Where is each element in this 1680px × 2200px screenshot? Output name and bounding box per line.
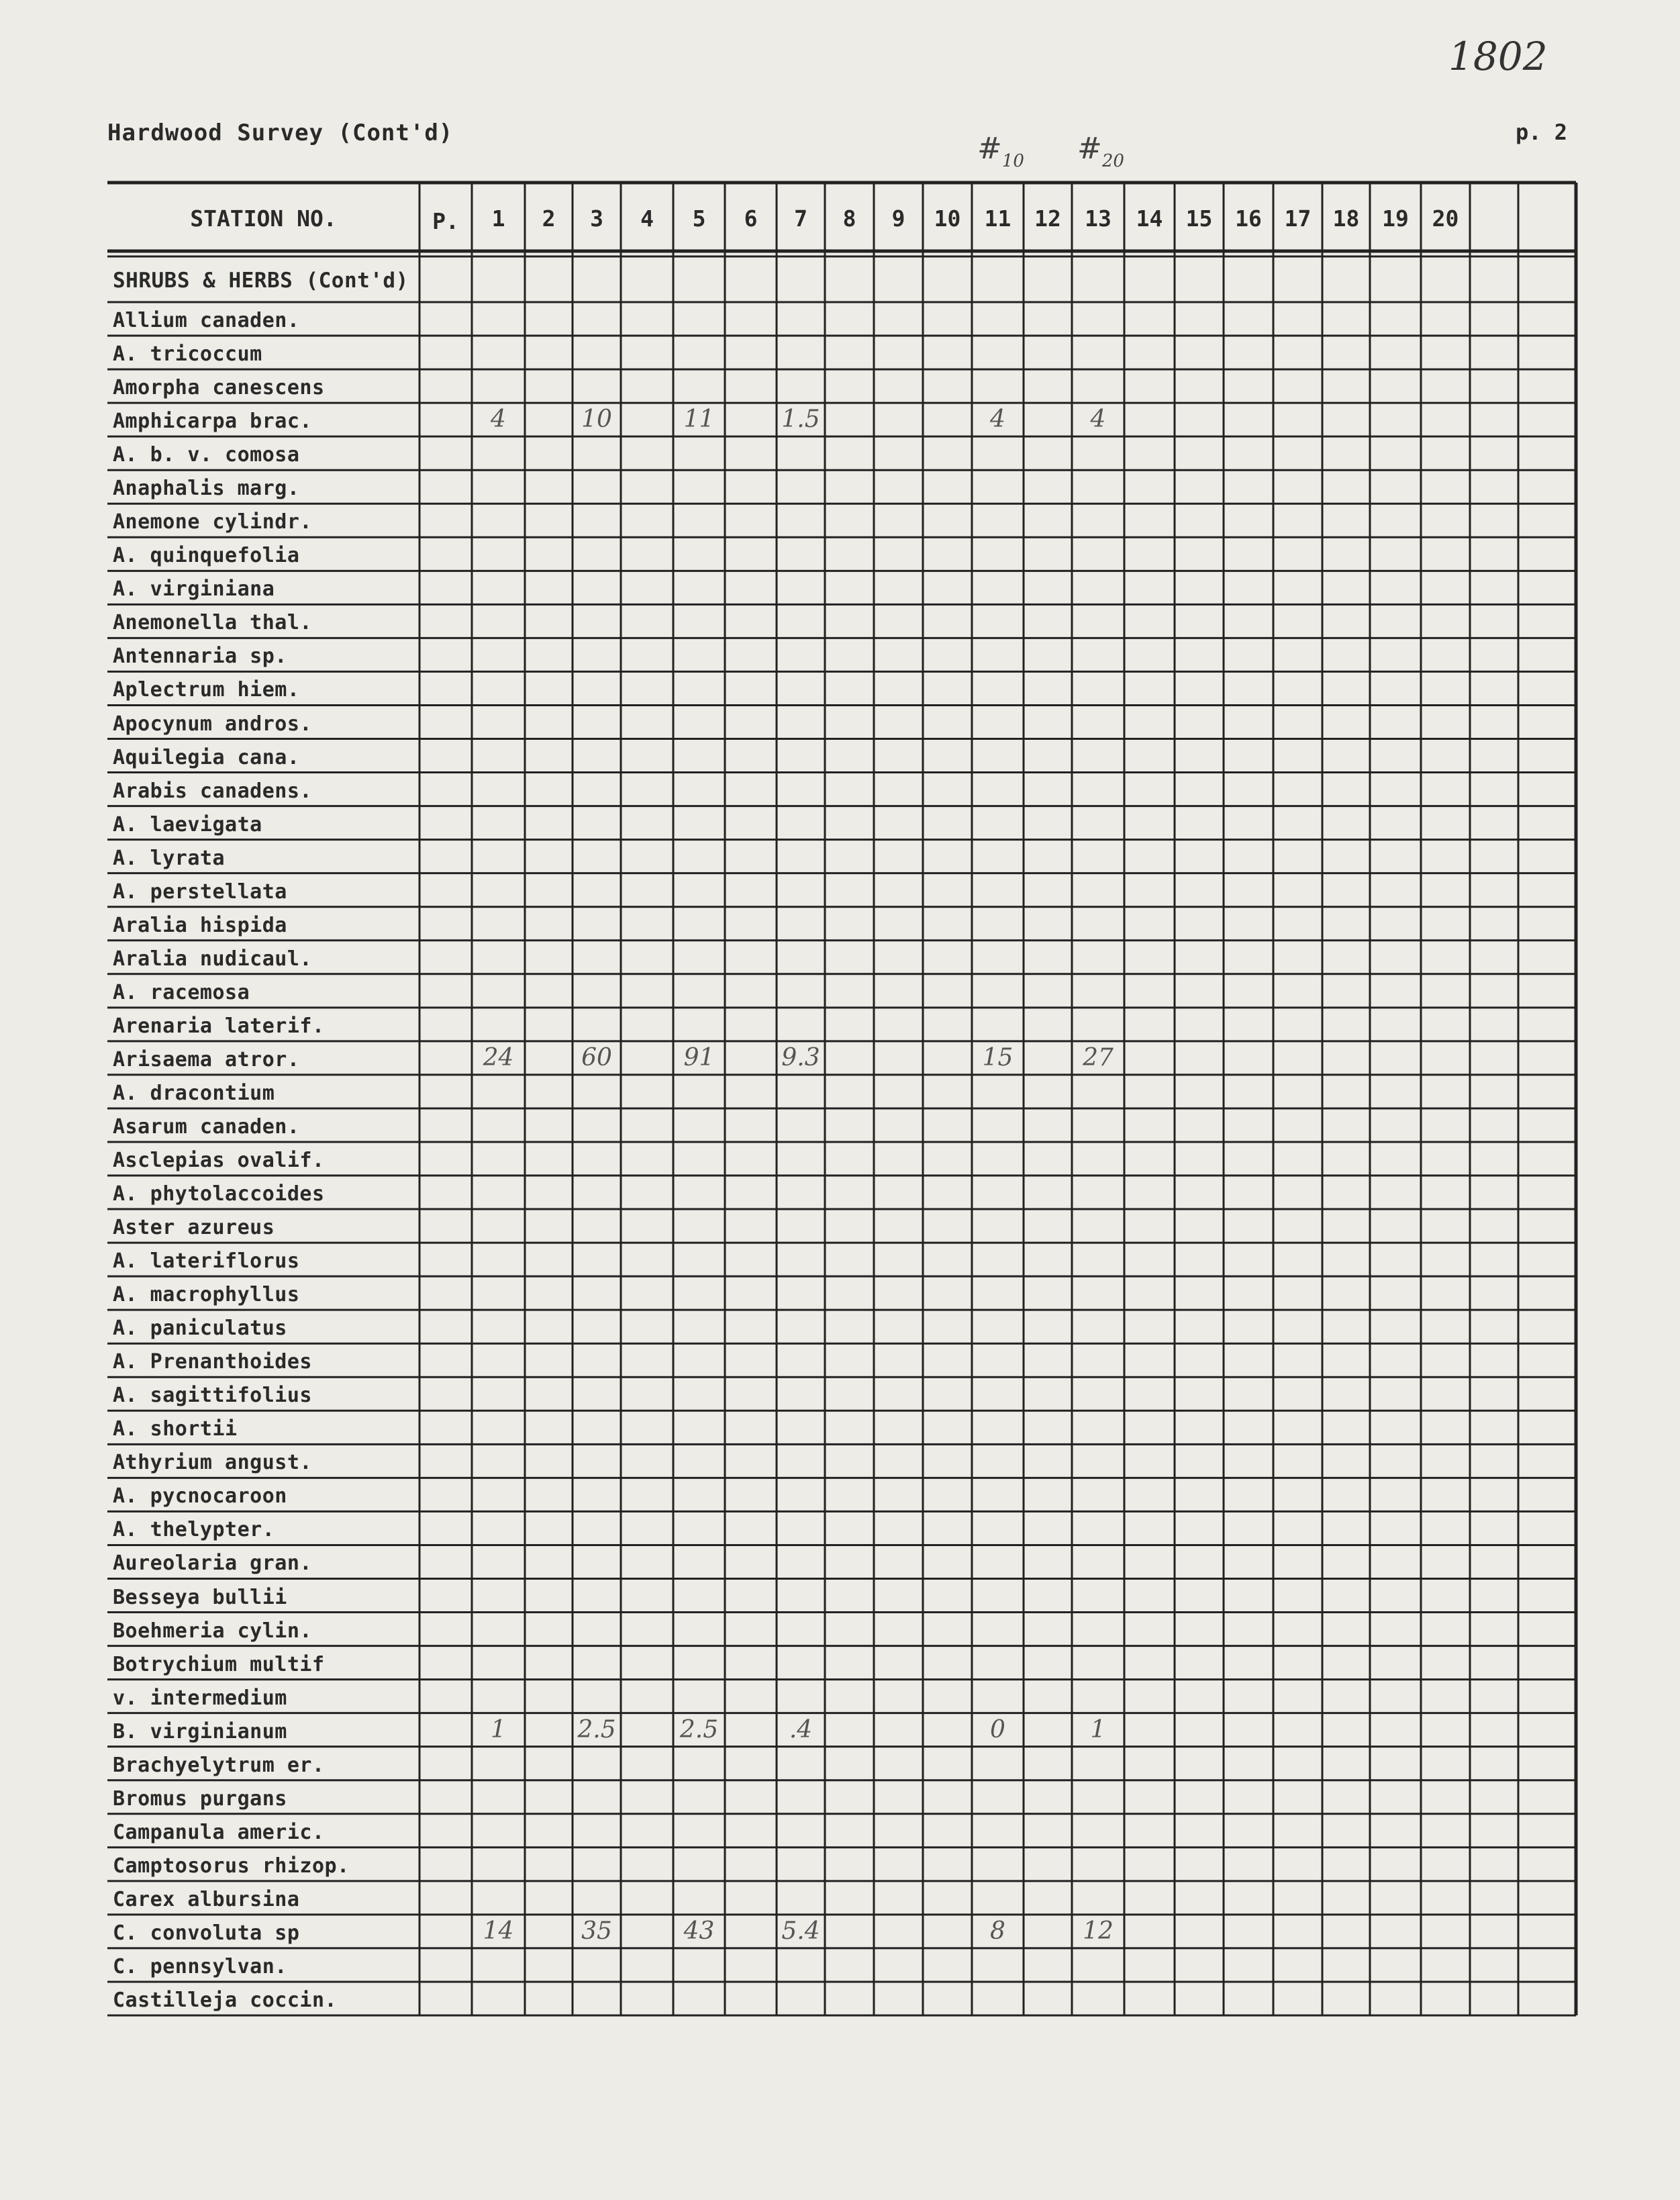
station-header: 11 (984, 205, 1011, 232)
hash-symbol: # (977, 132, 1002, 166)
species-name: C. convoluta sp (113, 1921, 300, 1945)
species-name: A. pycnocaroon (113, 1484, 287, 1509)
station-header: 15 (1185, 205, 1213, 232)
station-value: 4 (1090, 405, 1106, 434)
species-name: Aster azureus (113, 1216, 275, 1240)
species-name: Arisaema atror. (113, 1047, 300, 1071)
species-name: A. virginiana (113, 577, 275, 602)
station-header: 6 (744, 205, 758, 232)
species-name: Anemonella thal. (113, 611, 312, 635)
station-header: 5 (692, 205, 706, 232)
species-name: Botrychium multif (113, 1652, 325, 1676)
species-name: Aplectrum hiem. (113, 678, 300, 702)
species-name: Camptosorus rhizop. (113, 1854, 350, 1878)
station-header: 14 (1136, 205, 1163, 232)
station-value: 1.5 (781, 405, 820, 434)
station-value: 4 (491, 405, 506, 434)
species-name: Athyrium angust. (113, 1451, 312, 1475)
species-name: Anemone cylindr. (113, 510, 312, 534)
species-name: Aquilegia cana. (113, 745, 300, 769)
station-value: 5.4 (781, 1917, 820, 1945)
station-value: 2.5 (577, 1715, 616, 1743)
station-value: .4 (789, 1715, 813, 1743)
species-name: Apocynum andros. (113, 712, 312, 736)
species-name: A. dracontium (113, 1081, 275, 1105)
species-name: Asarum canaden. (113, 1114, 300, 1139)
station-header: 9 (891, 205, 905, 232)
handwritten-document-number: 1802 (1448, 34, 1548, 79)
station-value: 1 (491, 1715, 506, 1743)
species-name: Aralia nudicaul. (113, 947, 312, 971)
station-no-header: STATION NO. (190, 205, 337, 232)
station-header: 13 (1085, 205, 1111, 232)
species-name: Anaphalis marg. (113, 477, 300, 501)
species-name: A. laevigata (113, 812, 262, 836)
species-name: A. tricoccum (113, 342, 262, 367)
species-name: Arenaria laterif. (113, 1014, 325, 1038)
species-name: Arabis canadens. (113, 779, 312, 803)
station-value: 43 (683, 1917, 715, 1945)
station-header: 17 (1284, 205, 1312, 232)
species-name: Aureolaria gran. (113, 1551, 312, 1576)
species-name: A. paniculatus (113, 1317, 287, 1341)
station-header: 12 (1034, 205, 1061, 232)
species-name: A. sagittifolius (113, 1384, 312, 1408)
species-name: A. phytolaccoides (113, 1182, 325, 1206)
station-header: 1 (491, 205, 505, 232)
station-value: 11 (683, 405, 715, 434)
station-value: 2.5 (679, 1715, 719, 1743)
station-header: 20 (1432, 205, 1459, 232)
species-name: A. perstellata (113, 879, 287, 904)
species-name: C. pennsylvan. (113, 1954, 287, 1978)
station-value: 24 (483, 1043, 514, 1071)
page-title: Hardwood Survey (Cont'd) (107, 119, 454, 146)
species-name: v. intermedium (113, 1686, 287, 1710)
species-name: A. lyrata (113, 846, 226, 870)
section-heading: SHRUBS & HERBS (Cont'd) (113, 269, 409, 293)
p-column-header: P. (432, 208, 459, 234)
station-header: 3 (590, 205, 603, 232)
species-name: A. shortii (113, 1417, 238, 1441)
station-header: 2 (542, 205, 556, 232)
species-name: Antennaria sp. (113, 644, 287, 669)
species-name: A. lateriflorus (113, 1249, 300, 1274)
station-value: 91 (683, 1043, 715, 1071)
station-header: 18 (1332, 205, 1360, 232)
species-name: Bromus purgans (113, 1786, 287, 1811)
station-value: 9.3 (781, 1043, 820, 1071)
hash-subscript: 20 (1101, 151, 1124, 171)
species-name: Carex albursina (113, 1887, 300, 1911)
species-name: A. quinquefolia (113, 544, 300, 568)
species-name: Besseya bullii (113, 1585, 287, 1609)
species-name: Aralia hispida (113, 913, 287, 937)
station-value: 4 (990, 405, 1005, 434)
station-value: 12 (1083, 1917, 1114, 1945)
species-name: Boehmeria cylin. (113, 1619, 312, 1643)
page-number: p. 2 (1516, 119, 1568, 145)
station-header: 16 (1235, 205, 1262, 232)
hash-symbol: # (1077, 132, 1102, 166)
station-header: 4 (640, 205, 654, 232)
station-value: 60 (581, 1043, 612, 1071)
species-name: Amorpha canescens (113, 376, 325, 400)
species-name: A. Prenanthoides (113, 1350, 312, 1374)
station-value: 35 (581, 1917, 612, 1945)
station-value: 8 (990, 1917, 1005, 1945)
station-value: 10 (581, 405, 612, 434)
station-value: 0 (990, 1715, 1005, 1743)
species-name: A. thelypter. (113, 1518, 275, 1542)
species-name: B. virginianum (113, 1719, 287, 1743)
species-name: A. racemosa (113, 980, 250, 1004)
species-name: Allium canaden. (113, 309, 300, 333)
species-name: Asclepias ovalif. (113, 1149, 325, 1173)
station-header: 7 (794, 205, 807, 232)
station-value: 1 (1090, 1715, 1106, 1743)
station-value: 27 (1083, 1043, 1114, 1071)
species-name: Campanula americ. (113, 1820, 325, 1844)
species-name: A. macrophyllus (113, 1283, 300, 1307)
species-name: Amphicarpa brac. (113, 410, 312, 434)
hash-subscript: 10 (1001, 151, 1024, 171)
species-name: Brachyelytrum er. (113, 1753, 325, 1777)
station-value: 14 (483, 1917, 514, 1945)
species-name: A. b. v. comosa (113, 443, 300, 467)
station-value: 15 (982, 1043, 1014, 1071)
station-header: 10 (934, 205, 961, 232)
species-name: Castilleja coccin. (113, 1989, 338, 2012)
station-header: 19 (1382, 205, 1409, 232)
station-header: 8 (842, 205, 856, 232)
